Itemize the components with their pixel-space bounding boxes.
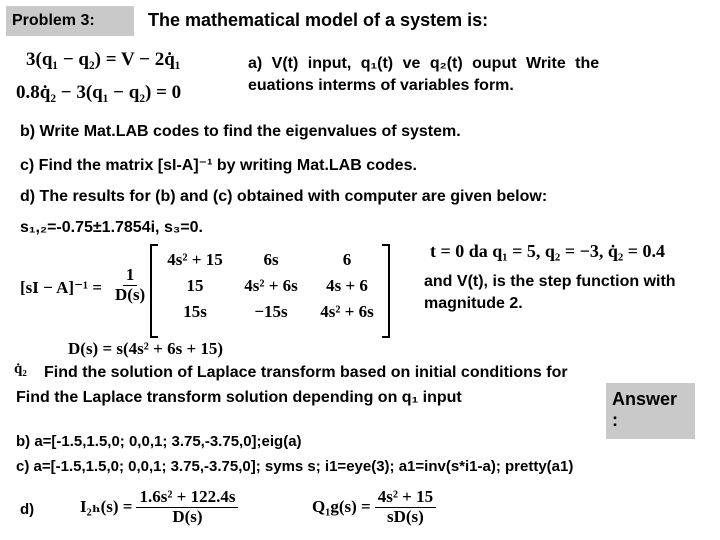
problem-title: The mathematical model of a system is: xyxy=(148,10,489,30)
matrix-fraction xyxy=(112,266,148,304)
i2h-numerator: 1.6s² + 122.4s xyxy=(136,488,238,508)
part-c: c) Find the matrix [sI-A]⁻¹ by writing Mat.LAB codes. xyxy=(20,157,417,174)
matrix-left-bracket xyxy=(150,244,158,338)
answer-box xyxy=(606,383,695,439)
matrix-right-bracket xyxy=(382,244,390,338)
part-b: b) Write Mat.LAB codes to find the eigenvalues of system. xyxy=(20,123,461,140)
answer-c: c) a=[-1.5,1.5,0; 0,0,1; 3.75,-3.75,0]; syms s; i1=eye(3); a1=inv(s*i1-a); pretty(a1) xyxy=(16,458,574,475)
model-equation-1: 3(q₁ − q₂) = V − 2q̇₁ xyxy=(26,49,181,70)
matrix-cell: −15s xyxy=(254,302,288,321)
part-a-line-1: a) V(t) input, q₁(t) ve q₂(t) ouput Write the xyxy=(248,55,600,72)
matrix-fraction-numerator: 1 xyxy=(123,266,138,286)
part-a-line-2: euations interms of variables form. xyxy=(248,77,514,94)
q1g-lhs: Q₁g(s) = xyxy=(312,497,371,517)
matrix-cell: 15s xyxy=(183,302,207,321)
part-e-line-1: Find the solution of Laplace transform based on initial conditions for xyxy=(44,364,568,381)
part-e-line-2: Find the Laplace transform solution depending on q₁ input xyxy=(16,389,462,406)
answer-b: b) a=[-1.5,1.5,0; 0,0,1; 3.75,-3.75,0];eig(a) xyxy=(16,433,302,450)
matrix-cell: 6s xyxy=(263,250,279,269)
answer-label: Answer xyxy=(612,389,678,409)
step-note-line-2: magnitude 2. xyxy=(424,295,523,312)
matrix-fraction-denominator: D(s) xyxy=(115,284,146,304)
q1g-numerator: 4s² + 15 xyxy=(375,488,436,508)
initial-conditions: t = 0 da q₁ = 5, q₂ = −3, q̇₂ = 0.4 xyxy=(430,241,666,261)
matrix-cell: 4s² + 15 xyxy=(167,250,223,269)
matrix-cell: 6 xyxy=(342,250,352,269)
matrix-cell: 4s + 6 xyxy=(326,276,368,295)
i2h-formula xyxy=(80,488,238,526)
i2h-lhs: I₂ₕ(s) = xyxy=(80,497,133,517)
determinant: D(s) = s(4s² + 6s + 15) xyxy=(68,339,224,358)
part-e-symbol: q̇₂ xyxy=(14,361,27,377)
matrix-cell: 4s² + 6s xyxy=(244,276,298,295)
matrix-cells xyxy=(160,250,382,322)
model-equation-2: 0.8q̇₂ − 3(q₁ − q₂) = 0 xyxy=(16,82,182,103)
matrix-cell: 15 xyxy=(186,276,204,295)
q1g-denominator: sD(s) xyxy=(386,506,424,526)
matrix-lhs: [sI − A]⁻¹ = xyxy=(20,278,103,297)
q1g-formula xyxy=(312,488,436,526)
answer-d-label: d) xyxy=(20,501,35,518)
problem-label: Problem 3: xyxy=(6,6,134,36)
part-d: d) The results for (b) and (c) obtained with computer are given below: xyxy=(20,188,548,205)
step-note-line-1: and V(t), is the step function with xyxy=(424,273,676,290)
i2h-denominator: D(s) xyxy=(172,506,203,526)
eigenvalues: s₁,₂=-0.75±1.7854i, s₃=0. xyxy=(20,219,203,236)
matrix-cell: 4s² + 6s xyxy=(320,302,374,321)
answer-colon: : xyxy=(612,410,618,430)
